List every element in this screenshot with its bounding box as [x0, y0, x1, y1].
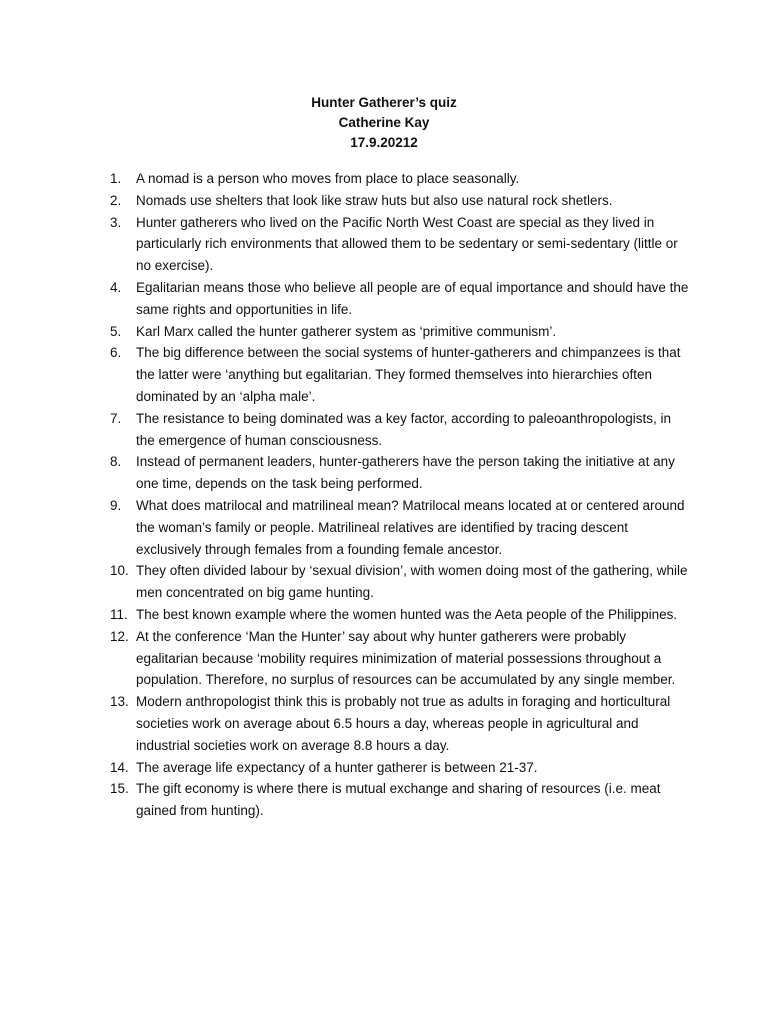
item-text: The best known example where the women hunted was the Aeta people of the Philippines. [136, 606, 678, 622]
item-number: 6. [110, 345, 122, 361]
item-text: They often divided labour by ‘sexual division’, with women doing most of the gathering, while men concentrated on big game hunting. [136, 563, 688, 601]
item-number: 2. [110, 192, 122, 208]
document-author: Catherine Kay [338, 115, 430, 130]
quiz-answer-list [110, 168, 690, 822]
item-number: 14. [110, 759, 129, 775]
item-text: What does matrilocal and matrilineal mean? Matrilocal means located at or centered around the woman’s family or people. Matrilineal relatives are identified by tracing descent exclusively through females from a founding female ancestor. [136, 497, 685, 557]
item-text: At the conference ‘Man the Hunter’ say about why hunter gatherers were probably egalitarian because ‘mobility requires minimization of material possessions throughout a population. Therefore, no surplus of resources can be accumulated by any single member. [136, 628, 676, 688]
item-number: 15. [110, 781, 129, 797]
list-item [110, 342, 690, 407]
item-text: The gift economy is where there is mutual exchange and sharing of resources (i.e. meat gained from hunting). [136, 781, 661, 819]
item-number: 9. [110, 497, 122, 513]
list-item [110, 212, 690, 277]
document-title: Hunter Gatherer’s quiz [311, 95, 457, 110]
document-header [0, 93, 768, 153]
item-text: Modern anthropologist think this is probably not true as adults in foraging and horticultural societies work on average about 6.5 hours a day, whereas people in agricultural and industrial societies work on average 8.8 hours a day. [136, 694, 671, 753]
list-item [110, 321, 690, 343]
list-item [110, 560, 690, 604]
item-text: The resistance to being dominated was a key factor, according to paleoanthropologists, in the emergence of human consciousness. [136, 410, 672, 448]
list-item [110, 757, 690, 779]
list-item [110, 691, 690, 756]
list-item [110, 604, 690, 626]
list-item [110, 495, 690, 560]
list-item [110, 190, 690, 212]
item-number: 7. [110, 410, 122, 426]
item-text: A nomad is a person who moves from place to place seasonally. [136, 171, 520, 186]
list-item [110, 168, 690, 190]
item-number: 4. [110, 279, 122, 295]
item-number: 5. [110, 323, 122, 339]
item-text: Karl Marx called the hunter gatherer system as ‘primitive communism’. [136, 323, 557, 339]
document-date: 17.9.20212 [350, 135, 418, 150]
item-number: 11. [110, 606, 128, 622]
item-number: 12. [110, 628, 129, 644]
item-number: 8. [110, 454, 122, 470]
list-item [110, 451, 690, 495]
item-text: The average life expectancy of a hunter gatherer is between 21-37. [136, 759, 538, 775]
item-text: Instead of permanent leaders, hunter-gatherers have the person taking the initiative at any one time, depends on the task being performed. [136, 454, 675, 492]
item-text: The big difference between the social systems of hunter-gatherers and chimpanzees is that the latter were ‘anything but egalitarian. They formed themselves into hierarchies often dominated by an ‘alpha male’. [136, 345, 681, 404]
list-item [110, 626, 690, 691]
item-number: 1. [110, 171, 122, 186]
item-number: 10. [110, 563, 129, 579]
item-text: Egalitarian means those who believe all people are of equal importance and should have the same rights and opportunities in life. [136, 279, 689, 317]
list-item [110, 408, 690, 452]
item-number: 3. [110, 214, 122, 230]
item-text: Nomads use shelters that look like straw huts but also use natural rock shetlers. [136, 192, 613, 208]
item-number: 13. [110, 694, 129, 710]
item-text: Hunter gatherers who lived on the Pacific North West Coast are special as they lived in particularly rich environments that allowed them to be sedentary or semi-sedentary (little or no exercise). [136, 214, 678, 274]
list-item [110, 277, 690, 321]
list-item [110, 778, 690, 822]
